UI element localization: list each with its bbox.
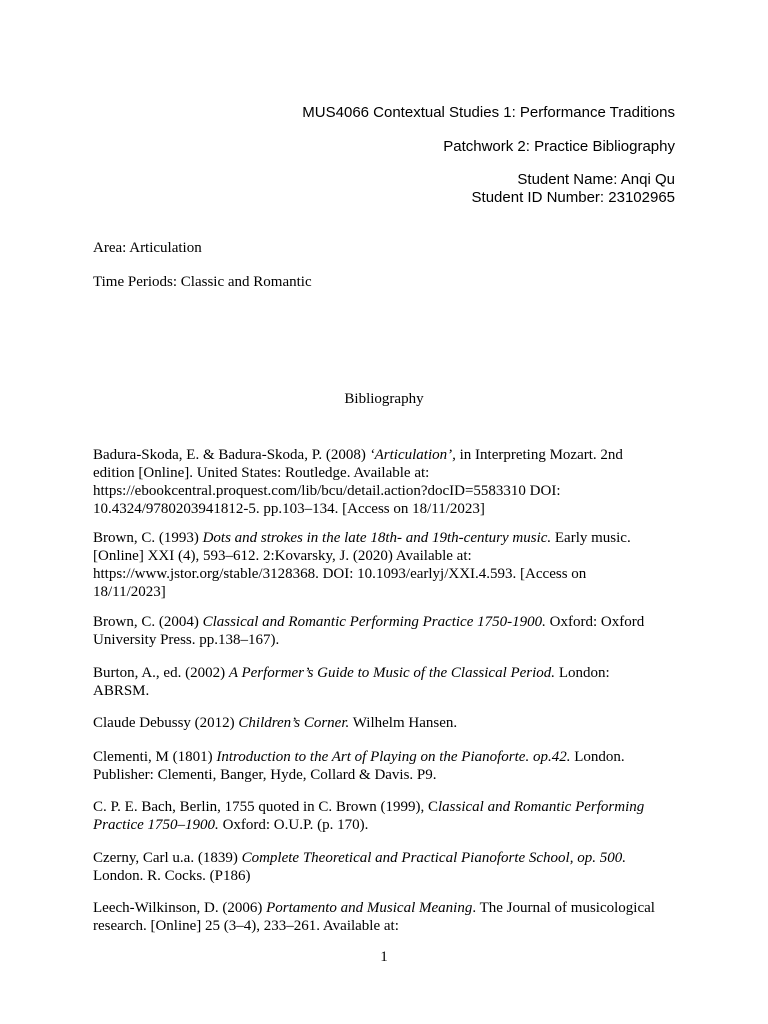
entry-title-italic: Dots and strokes in the late 18th- and 19th-century music. bbox=[202, 530, 552, 546]
entry-line bbox=[93, 766, 683, 784]
entry-line bbox=[93, 664, 683, 682]
student-name: Student Name: Anqi Qu bbox=[517, 171, 675, 188]
entry-line bbox=[93, 682, 683, 700]
entry-title-italic: lassical and Romantic Performing bbox=[438, 799, 645, 815]
entry-text: Wilhelm Hansen. bbox=[349, 715, 458, 731]
entry-text: Clementi, M (1801) bbox=[93, 749, 217, 765]
entry-line bbox=[93, 917, 683, 935]
entry-line bbox=[93, 798, 683, 816]
entry-line bbox=[93, 631, 683, 649]
entry-text: C. P. E. Bach, Berlin, 1755 quoted in C. Brown (1999), C bbox=[93, 799, 438, 815]
entry-text: Czerny, Carl u.a. (1839) bbox=[93, 850, 242, 866]
entry-text: Burton, A., ed. (2002) bbox=[93, 665, 229, 681]
bibliography-heading: Bibliography bbox=[344, 391, 424, 407]
entry-line bbox=[93, 529, 683, 547]
entry-text: Leech-Wilkinson, D. (2006) bbox=[93, 900, 267, 916]
entry-text: Publisher: Clementi, Banger, Hyde, Collard & Davis. P9. bbox=[93, 767, 437, 783]
entry-line bbox=[93, 547, 683, 565]
entry-text: [Online] XXI (4), 593–612. 2:Kovarsky, J. (2020) Available at: bbox=[93, 548, 472, 564]
bibliography-entry bbox=[93, 899, 683, 935]
bibliography-entry bbox=[93, 849, 683, 885]
entry-line bbox=[93, 565, 683, 583]
page-number: 1 bbox=[380, 949, 388, 965]
entry-line bbox=[93, 446, 683, 464]
entry-line bbox=[93, 583, 683, 601]
patchwork-title: Patchwork 2: Practice Bibliography bbox=[443, 138, 675, 155]
entry-line bbox=[93, 867, 683, 885]
entry-text: https://ebookcentral.proquest.com/lib/bcu/detail.action?docID=5583310 DOI: bbox=[93, 483, 561, 499]
course-title: MUS4066 Contextual Studies 1: Performance Traditions bbox=[302, 104, 675, 121]
bibliography-entry bbox=[93, 529, 683, 601]
entry-title-italic: Classical and Romantic Performing Practice 1750-1900. bbox=[202, 614, 546, 630]
student-id: Student ID Number: 23102965 bbox=[471, 189, 675, 206]
entry-line bbox=[93, 464, 683, 482]
entry-text: 10.4324/9780203941812-5. pp.103–134. [Access on 18/11/2023] bbox=[93, 501, 485, 517]
bibliography-entry bbox=[93, 714, 683, 732]
entry-title-italic: Complete Theoretical and Practical Pianoforte School, op. 500. bbox=[241, 850, 626, 866]
bibliography-entry bbox=[93, 613, 683, 649]
entry-line bbox=[93, 748, 683, 766]
entry-text: Claude Debussy (2012) bbox=[93, 715, 239, 731]
entry-line bbox=[93, 816, 683, 834]
entry-text: Oxford: Oxford bbox=[545, 614, 645, 630]
entry-title-italic: A Performer’s Guide to Music of the Classical Period. bbox=[228, 665, 556, 681]
entry-line bbox=[93, 714, 683, 732]
entry-line bbox=[93, 849, 683, 867]
entry-text: University Press. pp.138–167). bbox=[93, 632, 280, 648]
entry-text: . The Journal of musicological bbox=[472, 900, 655, 916]
entry-text: research. [Online] 25 (3–4), 233–261. Available at: bbox=[93, 918, 399, 934]
entry-text: London: bbox=[555, 665, 610, 681]
bibliography-entry bbox=[93, 748, 683, 784]
entry-text: Early music. bbox=[551, 530, 631, 546]
entry-text: London. bbox=[570, 749, 625, 765]
entry-title-italic: ‘Articulation’, bbox=[369, 447, 456, 463]
entry-text: Brown, C. (1993) bbox=[93, 530, 203, 546]
bibliography-entry bbox=[93, 798, 683, 834]
entry-text: in Interpreting Mozart. 2nd bbox=[455, 447, 623, 463]
entry-title-italic: Children’s Corner. bbox=[238, 715, 350, 731]
time-periods-line: Time Periods: Classic and Romantic bbox=[93, 274, 312, 290]
entry-title-italic: Portamento and Musical Meaning bbox=[266, 900, 473, 916]
entry-text: ABRSM. bbox=[93, 683, 150, 699]
entry-line bbox=[93, 482, 683, 500]
entry-line bbox=[93, 613, 683, 631]
bibliography-entry bbox=[93, 446, 683, 518]
entry-text: https://www.jstor.org/stable/3128368. DOI: 10.1093/earlyj/XXI.4.593. [Access on bbox=[93, 566, 587, 582]
entry-text: Badura-Skoda, E. & Badura-Skoda, P. (2008) bbox=[93, 447, 370, 463]
entry-text: 18/11/2023] bbox=[93, 584, 166, 600]
entry-line bbox=[93, 899, 683, 917]
area-line: Area: Articulation bbox=[93, 240, 202, 256]
entry-title-italic: Practice 1750–1900. bbox=[93, 817, 219, 833]
bibliography-entry bbox=[93, 664, 683, 700]
entry-title-italic: Introduction to the Art of Playing on the Pianoforte. op.42. bbox=[216, 749, 571, 765]
entry-text: Brown, C. (2004) bbox=[93, 614, 203, 630]
entry-text: edition [Online]. United States: Routledge. Available at: bbox=[93, 465, 430, 481]
entry-line bbox=[93, 500, 683, 518]
entry-text: London. R. Cocks. (P186) bbox=[93, 868, 251, 884]
entry-text: Oxford: O.U.P. (p. 170). bbox=[218, 817, 369, 833]
